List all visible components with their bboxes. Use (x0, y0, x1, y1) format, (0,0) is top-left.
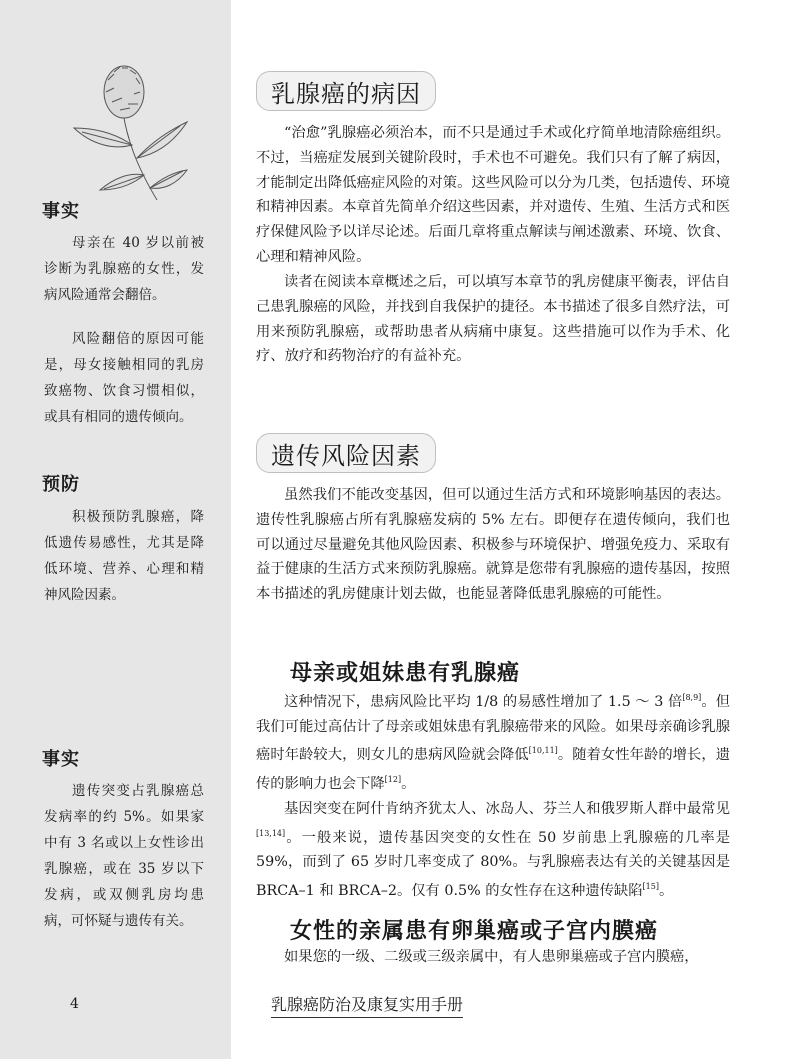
causes-paragraph-2: 读者在阅读本章概述之后，可以填写本章节的乳房健康平衡表，评估自己患乳腺癌的风险，并找到自我保护的捷径。本书描述了很多自然疗法，可用来预防乳腺癌，或帮助患者从病痛中康复。这些措施可以作为手术、化疗、放疗和药物治疗的有益补充。 (256, 274, 730, 365)
section-title-causes (256, 71, 436, 111)
fact-heading-2: 事实 (42, 749, 80, 770)
clover-flower-illustration (62, 50, 192, 210)
section-title-genetic-text: 遗传风险因素 (271, 441, 421, 470)
fact-2-paragraph: 遗传突变占乳腺癌总发病率的约 5%。如果家中有 3 名或以上女性诊出乳腺癌，或在 35 岁以下发病，或双侧乳房均患病，可怀疑与遗传有关。 (44, 783, 204, 929)
citation: [8,9] (682, 693, 702, 702)
subheading-ovarian-endometrial: 女性的亲属患有卵巢癌或子宫内膜癌 (290, 919, 659, 944)
prevention-paragraph: 积极预防乳腺癌，降低遗传易感性，尤其是降低环境、营养、心理和精神风险因素。 (44, 509, 204, 603)
ovarian-paragraph-1: 如果您的一级、二级或三级亲属中，有人患卵巢癌或子宫内膜癌， (284, 949, 699, 965)
mother-sister-paragraph-1: 这种情况下，患病风险比平均 1/8 的易感性增加了 1.5 ～ 3 倍[8,9]。但我们可能过高估计了母亲或姐妹患有乳腺癌带来的风险。如果母亲确诊乳腺癌时年龄较大，则女儿的患病风险就会降低[10,11]。随着女性年龄的增长，遗传的影响力也会下降[12]。 (256, 693, 731, 792)
fact-1-paragraph-1: 母亲在 40 岁以前被诊断为乳腺癌的女性，发病风险通常会翻倍。 (44, 235, 204, 303)
fact-heading-1: 事实 (42, 201, 80, 222)
fact-1-paragraph-2: 风险翻倍的原因可能是，母女接触相同的乳房致癌物、饮食习惯相似，或具有相同的遗传倾向。 (44, 331, 204, 425)
mother-sister-paragraph-2: 基因突变在阿什肯纳齐犹太人、冰岛人、芬兰人和俄罗斯人群中最常见[13,14]。一般来说，遗传基因突变的女性在 50 岁前患上乳腺癌的几率是 59%，而到了 65 岁时几率变成了 80%。与乳腺癌表达有关的关键基因是 BRCA–1 和 BRCA–2。仅有 0.5% 的女性存在这种遗传缺陷[15]。 (256, 801, 730, 899)
section-title-genetic (256, 433, 436, 473)
subheading-mother-sister: 母亲或姐妹患有乳腺癌 (290, 661, 521, 686)
book-title-footer: 乳腺癌防治及康复实用手册 (271, 992, 463, 1018)
genetic-paragraph-1: 虽然我们不能改变基因，但可以通过生活方式和环境影响基因的表达。遗传性乳腺癌占所有乳腺癌发病的 5% 左右。即便存在遗传倾向，我们也可以通过尽量避免其他风险因素、积极参与环境保护、增强免疫力、采取有益于健康的生活方式来预防乳腺癌。就算是您带有乳腺癌的遗传基因，按照本书描述的乳房健康计划去做，也能显著降低患乳腺癌的可能性。 (256, 487, 730, 603)
sidebar (0, 0, 231, 1059)
citation: [15] (642, 882, 659, 892)
citation: [12] (384, 774, 402, 784)
citation: [13,14] (256, 828, 286, 838)
prevention-heading: 预防 (42, 474, 80, 495)
citation: [10,11] (528, 746, 558, 756)
page-number: 4 (70, 996, 79, 1012)
causes-paragraph-1: “治愈”乳腺癌必须治本，而不只是通过手术或化疗简单地清除癌组织。不过，当癌症发展到关键阶段时，手术也不可避免。我们只有了解了病因，才能制定出降低癌症风险的对策。这些风险可以分为几类，包括遗传、环境和精神因素。本章首先简单介绍这些因素，并对遗传、生殖、生活方式和医疗保健风险予以详尽论述。后面几章将重点解读与阐述激素、环境、饮食、心理和精神风险。 (256, 125, 730, 265)
section-title-causes-text: 乳腺癌的病因 (271, 79, 421, 108)
